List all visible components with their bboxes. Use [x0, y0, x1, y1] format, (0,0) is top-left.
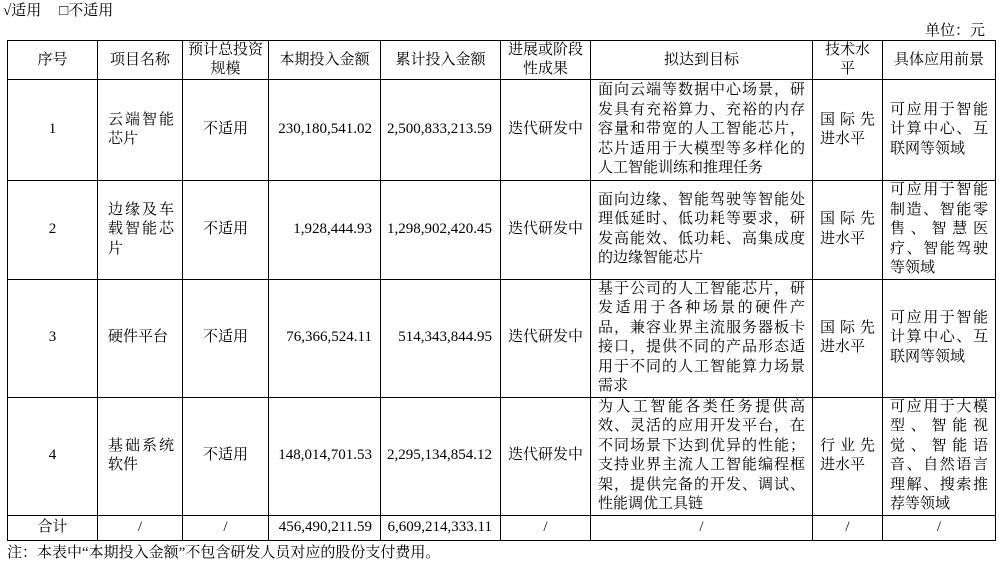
cell-current-investment: 230,180,541.02	[269, 80, 381, 181]
cell-estimated-total-investment: 不适用	[183, 181, 269, 280]
table-row	[8, 397, 996, 515]
cell-target: 基于公司的人工智能芯片，研发适用于各种场景的硬件产品，兼容业界主流服务器板卡接口，提供不同的产品形态适用于不同的人工智能算力场景需求	[591, 279, 813, 397]
table-row	[8, 80, 996, 181]
cell-current-investment: 148,014,701.53	[269, 397, 381, 515]
rd-projects-table	[7, 40, 996, 541]
total-application-prospect: /	[883, 515, 996, 540]
total-cumulative-investment: 6,609,214,333.11	[381, 515, 501, 540]
cell-estimated-total-investment: 不适用	[183, 279, 269, 397]
table-row	[8, 279, 996, 397]
total-row	[8, 515, 996, 540]
total-tech-level: /	[813, 515, 883, 540]
cell-progress: 迭代研发中	[501, 397, 591, 515]
cell-estimated-total-investment: 不适用	[183, 397, 269, 515]
cell-current-investment: 1,928,444.93	[269, 181, 381, 280]
table-row	[8, 181, 996, 280]
cell-target: 为人工智能各类任务提供高效、灵活的应用开发平台，在不同场景下达到优异的性能；支持业界主流人工智能编程框架，提供完备的开发、调试、性能调优工具链	[591, 397, 813, 515]
header-project-name: 项目名称	[98, 41, 183, 80]
cell-tech-level: 行业先进水平	[813, 397, 883, 515]
unit-label: 单位：元	[924, 23, 985, 39]
header-target: 拟达到目标	[591, 41, 813, 80]
cell-current-investment: 76,366,524.11	[269, 279, 381, 397]
cell-target: 面向云端等数据中心场景，研发具有充裕算力、充裕的内存容量和带宽的人工智能芯片，芯片适用于大模型等多样化的人工智能训练和推理任务	[591, 80, 813, 181]
cell-serial-no: 4	[8, 397, 98, 515]
cell-estimated-total-investment: 不适用	[183, 80, 269, 181]
header-current-investment: 本期投入金额	[269, 41, 381, 80]
cell-application-prospect: 可应用于智能计算中心、互联网等领域	[883, 80, 996, 181]
cell-serial-no: 2	[8, 181, 98, 280]
applicable-option: √适用	[3, 3, 42, 19]
header-application-prospect: 具体应用前景	[883, 41, 996, 80]
cell-project-name: 云端智能芯片	[98, 80, 183, 181]
cell-progress: 迭代研发中	[501, 279, 591, 397]
cell-application-prospect: 可应用于智能计算中心、互联网等领域	[883, 279, 996, 397]
table-header-row	[8, 41, 996, 80]
total-progress: /	[501, 515, 591, 540]
cell-tech-level: 国际先进水平	[813, 80, 883, 181]
cell-project-name: 硬件平台	[98, 279, 183, 397]
cell-progress: 迭代研发中	[501, 80, 591, 181]
cell-tech-level: 国际先进水平	[813, 181, 883, 280]
cell-project-name: 边缘及车载智能芯片	[98, 181, 183, 280]
header-cumulative-investment: 累计投入金额	[381, 41, 501, 80]
cell-serial-no: 3	[8, 279, 98, 397]
cell-tech-level: 国际先进水平	[813, 279, 883, 397]
footnote: 注：本表中“本期投入金额”不包含研发人员对应的股份支付费用。	[7, 545, 441, 561]
cell-cumulative-investment: 1,298,902,420.45	[381, 181, 501, 280]
not-applicable-option: □不适用	[59, 3, 114, 19]
cell-target: 面向边缘、智能驾驶等智能处理低延时、低功耗等要求，研发高能效、低功耗、高集成度的边缘智能芯片	[591, 181, 813, 280]
header-tech-level: 技术水平	[813, 41, 883, 80]
cell-application-prospect: 可应用于智能制造、智能零售、智慧医疗、智能驾驶等领域	[883, 181, 996, 280]
total-label: 合计	[8, 515, 98, 540]
cell-progress: 迭代研发中	[501, 181, 591, 280]
cell-cumulative-investment: 514,343,844.95	[381, 279, 501, 397]
applicability-options	[3, 2, 113, 20]
header-estimated-total-investment: 预计总投资规模	[183, 41, 269, 80]
total-estimated-total-investment: /	[183, 515, 269, 540]
cell-application-prospect: 可应用于大模型、智能视觉、智能语音、自然语言理解、搜索推荐等领域	[883, 397, 996, 515]
total-project-name: /	[98, 515, 183, 540]
header-progress: 进展或阶段性成果	[501, 41, 591, 80]
total-target: /	[591, 515, 813, 540]
total-current-investment: 456,490,211.59	[269, 515, 381, 540]
header-serial-no: 序号	[8, 41, 98, 80]
cell-project-name: 基础系统软件	[98, 397, 183, 515]
cell-serial-no: 1	[8, 80, 98, 181]
cell-cumulative-investment: 2,500,833,213.59	[381, 80, 501, 181]
cell-cumulative-investment: 2,295,134,854.12	[381, 397, 501, 515]
